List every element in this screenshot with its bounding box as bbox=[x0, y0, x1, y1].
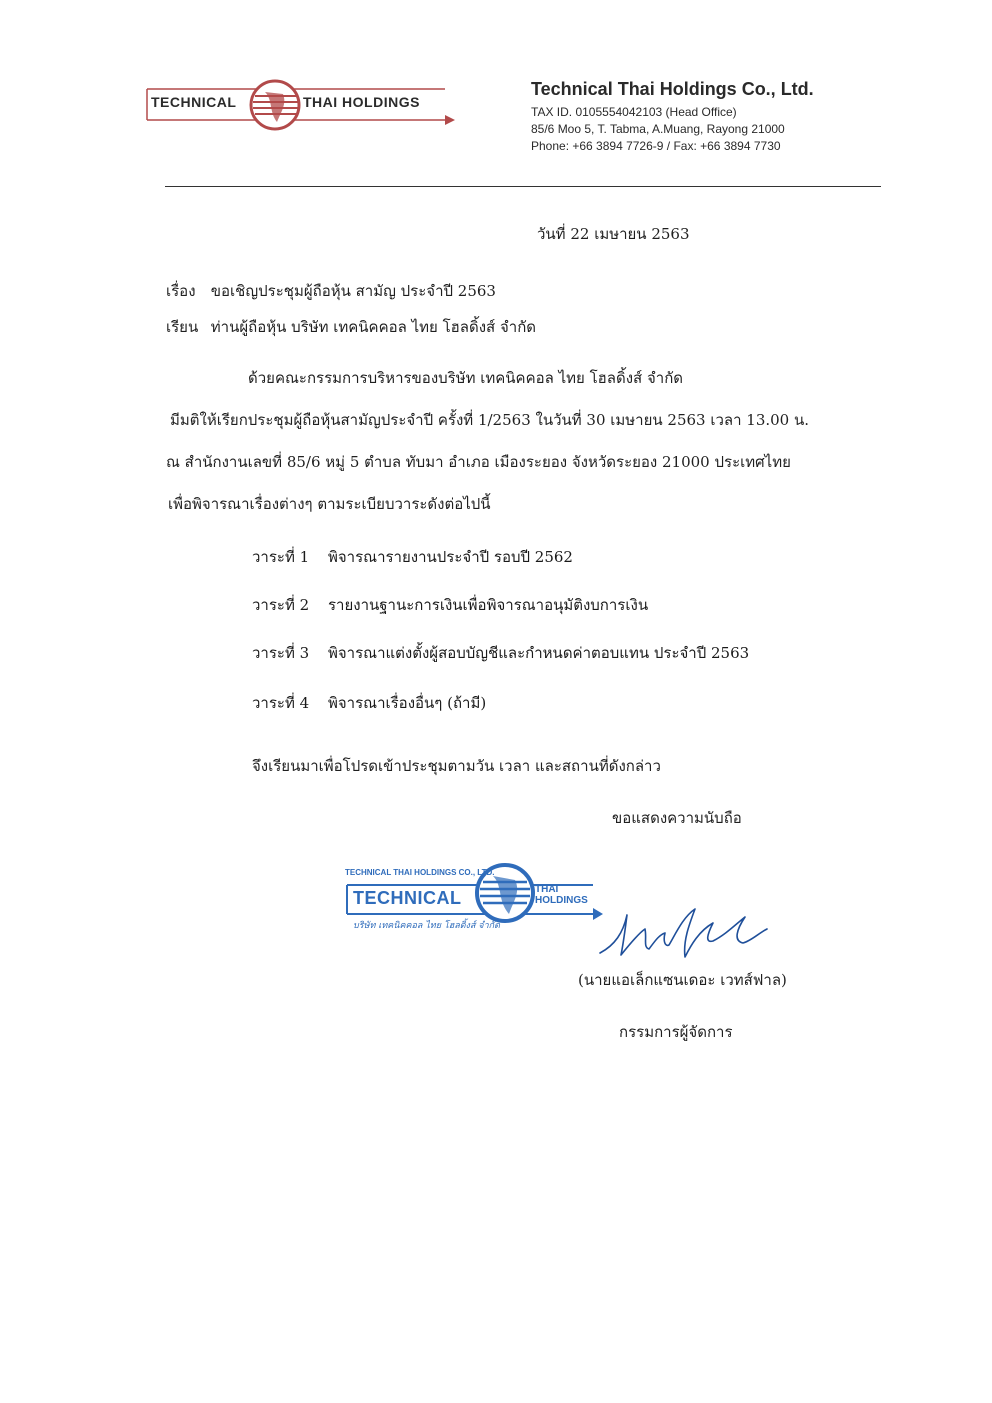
stamp-thai-name: บริษัท เทคนิคคอล ไทย โฮลดิ้งส์ จำกัด bbox=[353, 921, 500, 931]
stamp-company-name: TECHNICAL THAI HOLDINGS CO., LTD. bbox=[345, 868, 495, 877]
letter-date: วันที่ 22 เมษายน 2563 bbox=[537, 225, 690, 243]
paragraph-line-4: เพื่อพิจารณาเรื่องต่างๆ ตามระเบียบวาระดังต่อไปนี้ bbox=[168, 495, 491, 513]
company-logo bbox=[145, 78, 457, 138]
paragraph-line-2: มีมติให้เรียกประชุมผู้ถือหุ้นสามัญประจำปี ครั้งที่ 1/2563 ในวันที่ 30 เมษายน 2563 เวลา 13.00 น. bbox=[170, 411, 810, 429]
recipient-label: เรียน bbox=[166, 318, 199, 336]
agenda-text: พิจารณาแต่งตั้งผู้สอบบัญชีและกำหนดค่าตอบแทน ประจำปี 2563 bbox=[328, 644, 750, 662]
agenda-number: วาระที่ 4 bbox=[252, 694, 310, 712]
regards: ขอแสดงความนับถือ bbox=[612, 809, 742, 827]
stamp-word-technical: TECHNICAL bbox=[353, 888, 462, 908]
company-stamp bbox=[343, 858, 605, 940]
closing-sentence: จึงเรียนมาเพื่อโปรดเข้าประชุมตามวัน เวลา และสถานที่ดังกล่าว bbox=[252, 757, 661, 775]
signer-title: กรรมการผู้จัดการ bbox=[619, 1023, 733, 1041]
company-name: Technical Thai Holdings Co., Ltd. bbox=[531, 79, 814, 99]
recipient-text: ท่านผู้ถือหุ้น บริษัท เทคนิคคอล ไทย โฮลดิ้งส์ จำกัด bbox=[210, 318, 537, 336]
subject-text: ขอเชิญประชุมผู้ถือหุ้น สามัญ ประจำปี 2563 bbox=[210, 282, 496, 300]
agenda-number: วาระที่ 1 bbox=[252, 548, 310, 566]
agenda-item bbox=[252, 641, 749, 665]
paragraph-line-3: ณ สำนักงานเลขที่ 85/6 หมู่ 5 ตำบล ทับมา อำเภอ เมืองระยอง จังหวัดระยอง 21000 ประเทศไทย bbox=[166, 453, 791, 471]
recipient-line bbox=[166, 315, 536, 339]
logo-word-thai-holdings: THAI HOLDINGS bbox=[303, 94, 420, 110]
agenda-item bbox=[252, 545, 573, 569]
header-divider bbox=[165, 186, 881, 187]
agenda-item bbox=[252, 593, 648, 617]
subject-label: เรื่อง bbox=[166, 282, 196, 300]
company-phone: Phone: +66 3894 7726-9 / Fax: +66 3894 7730 bbox=[531, 139, 781, 153]
signer-name: (นายแอเล็กแซนเดอะ เวทส์ฟาล) bbox=[578, 971, 787, 989]
tax-id: TAX ID. 0105554042103 (Head Office) bbox=[531, 105, 737, 119]
paragraph-line-1: ด้วยคณะกรรมการบริหารของบริษัท เทคนิคคอล ไทย โฮลดิ้งส์ จำกัด bbox=[248, 369, 684, 387]
agenda-number: วาระที่ 2 bbox=[252, 596, 310, 614]
stamp-word-thai-holdings: THAI HOLDINGS bbox=[535, 884, 588, 906]
agenda-text: พิจารณารายงานประจำปี รอบปี 2562 bbox=[328, 548, 573, 566]
handwritten-signature bbox=[595, 905, 775, 965]
agenda-item bbox=[252, 691, 486, 715]
agenda-number: วาระที่ 3 bbox=[252, 644, 310, 662]
subject-line bbox=[166, 279, 496, 303]
logo-word-technical: TECHNICAL bbox=[151, 94, 237, 110]
agenda-text: รายงานฐานะการเงินเพื่อพิจารณาอนุมัติงบการเงิน bbox=[328, 596, 649, 614]
company-address: 85/6 Moo 5, T. Tabma, A.Muang, Rayong 21000 bbox=[531, 122, 785, 136]
company-info bbox=[531, 79, 814, 155]
agenda-text: พิจารณาเรื่องอื่นๆ (ถ้ามี) bbox=[328, 694, 487, 712]
